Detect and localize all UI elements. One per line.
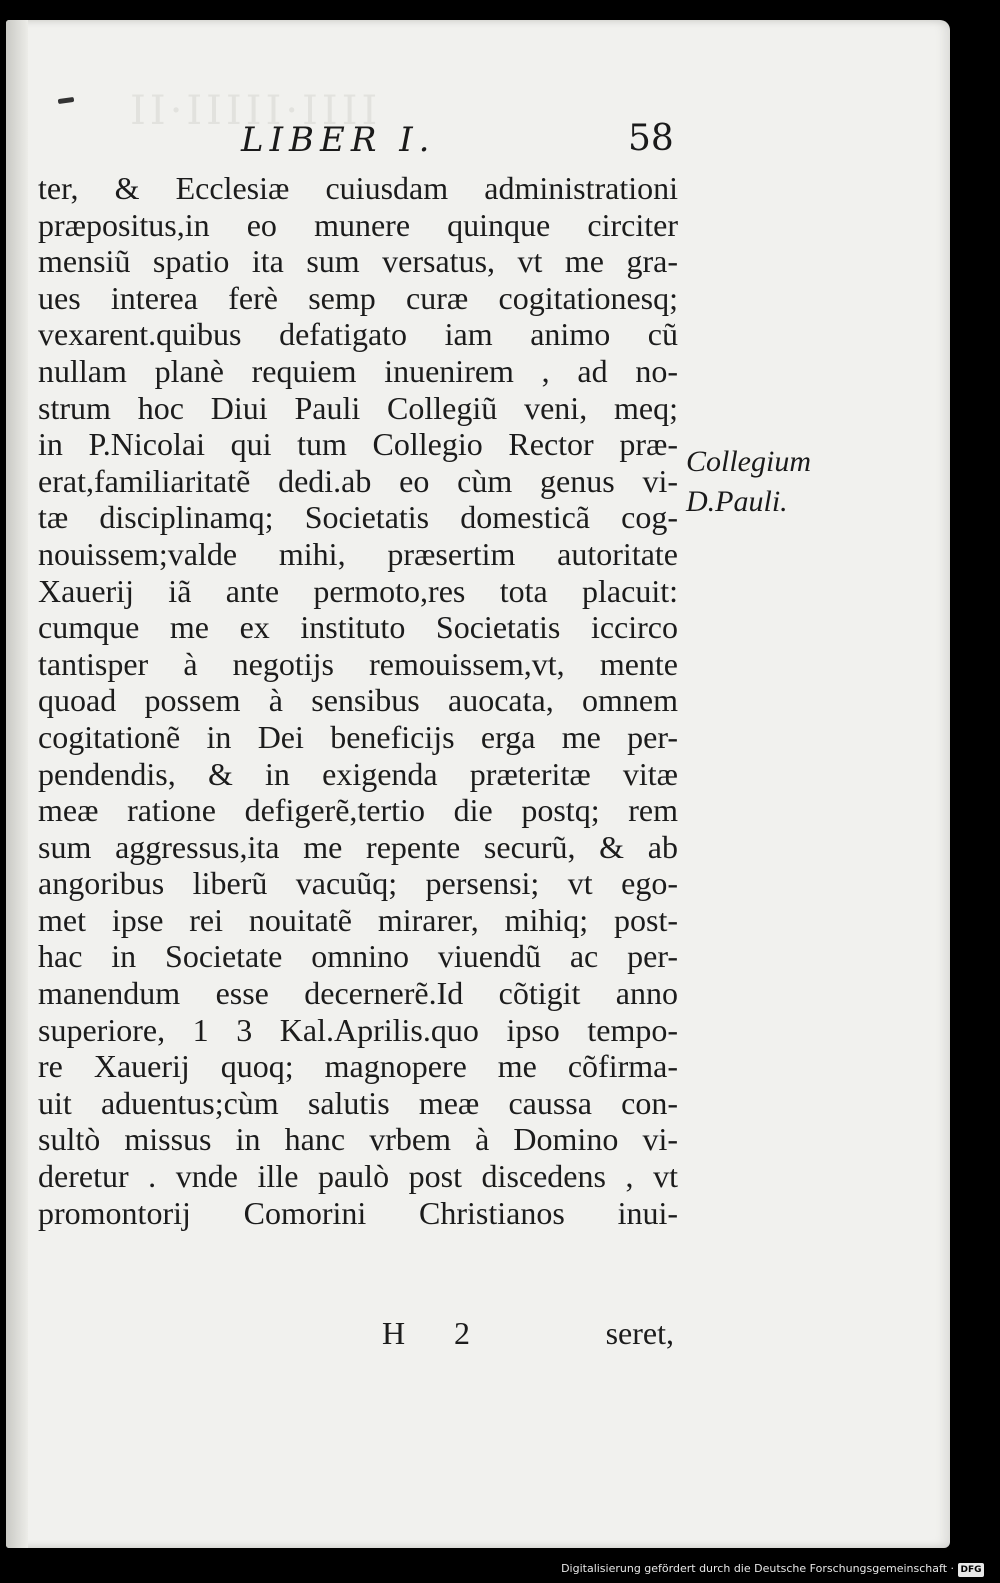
signature-number: 2 [454,1315,470,1351]
marginal-note-line: Collegium [686,445,811,478]
text-line: nullam planè requiem inuenirem , ad no- [38,352,678,389]
text-line: in P.Nicolai qui tum Collegio Rector præ- [38,426,678,463]
text-line: præpositus,in eo munere quinque circiter [38,206,678,243]
text-line: tantisper à negotijs remouissem,vt, mente [38,645,678,682]
show-through-text: IIII·IIIII·II [126,88,378,134]
text-line: meæ ratione defigerẽ,tertio die postq; rem [38,792,678,829]
text-line: cogitationẽ in Dei beneficijs erga me per- [38,718,678,755]
text-line: pendendis, & in exigenda præteritæ vitæ [38,755,678,792]
credit-text: Digitalisierung gefördert durch die Deutsche Forschungsgemeinschaft · [561,1562,954,1575]
text-line: met ipse rei nouitatẽ mirarer, mihiq; post- [38,901,678,938]
page-footer [374,1315,674,1355]
dfg-logo-icon: DFG [958,1563,984,1577]
marginal-note-line: D.Pauli. [686,485,788,518]
text-line: Xauerij iã ante permoto,res tota placuit: [38,572,678,609]
text-line: promontorij Comorini Christianos inui- [38,1194,678,1231]
text-line: sultò missus in hanc vrbem à Domino vi- [38,1121,678,1158]
page-number: 58 [628,118,674,159]
marginal-note [686,442,811,522]
text-line: deretur . vnde ille paulò post discedens , vt [38,1158,678,1195]
running-head: LIBER I. [241,120,436,160]
text-line: cumque me ex instituto Societatis iccirco [38,609,678,646]
book-page [6,20,950,1548]
catchword: seret, [605,1315,674,1351]
text-line: nouissem;valde mihi, præsertim autoritate [38,535,678,572]
text-line: angoribus liberũ vacuũq; persensi; vt ego- [38,865,678,902]
text-line: manendum esse decernerẽ.Id cõtigit anno [38,975,678,1012]
text-line: uit aduentus;cùm salutis meæ caussa con- [38,1084,678,1121]
text-line: re Xauerij quoq; magnopere me cõfirma- [38,1048,678,1085]
page-gutter [6,20,28,1548]
text-line: ter, & Ecclesiæ cuiusdam administrationi [38,170,678,206]
text-line: mensiũ spatio ita sum versatus, vt me gra- [38,243,678,280]
ink-mark [58,97,75,104]
body-text [38,170,678,1231]
text-line: strum hoc Diui Pauli Collegiũ veni, meq; [38,389,678,426]
text-line: vexarent.quibus defatigato iam animo cũ [38,316,678,353]
text-line: erat,familiaritatẽ dedi.ab eo cùm genus vi- [38,462,678,499]
text-line: superiore, 1 3 Kal.Aprilis.quo ipso tempo- [38,1011,678,1048]
signature-mark: H [382,1315,406,1351]
text-line: hac in Societate omnino viuendũ ac per- [38,938,678,975]
text-line: sum aggressus,ita me repente securũ, & ab [38,828,678,865]
text-line: tæ disciplinamq; Societatis domesticã cog- [38,499,678,536]
text-line: quoad possem à sensibus auocata, omnem [38,682,678,719]
text-line: ues interea ferè semp curæ cogitationesq; [38,279,678,316]
credit-bar [0,1553,1000,1583]
